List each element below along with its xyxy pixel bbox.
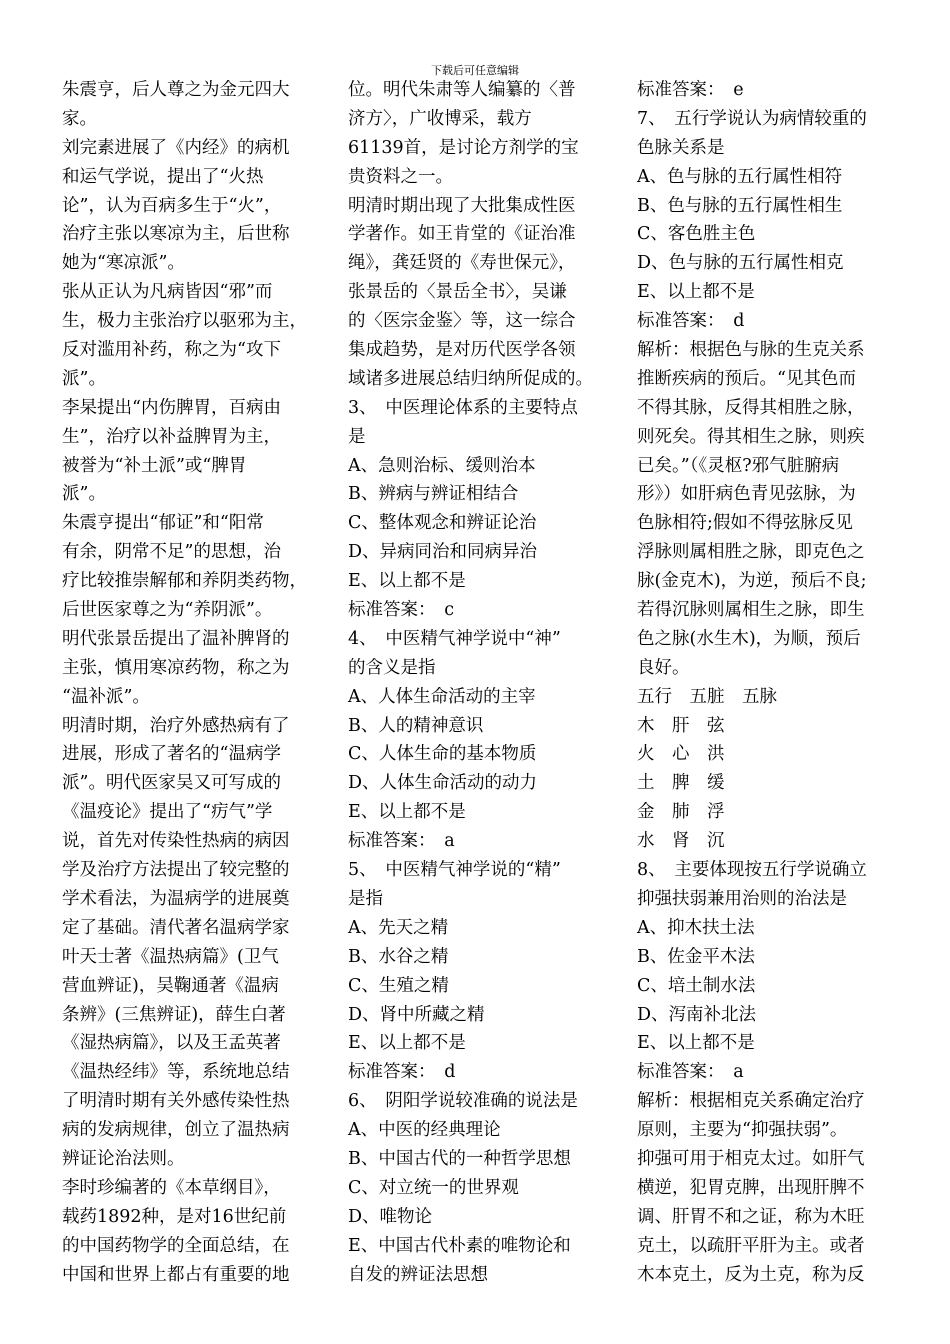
text-line: 《温热经纬》等，系统地总结	[62, 1062, 290, 1083]
text-line: 标准答案： e	[637, 80, 744, 100]
text-line: 主张，慎用寒凉药物，称之为	[62, 657, 290, 678]
text-line: 克土，以疏肝平肝为主。或者	[637, 1235, 865, 1256]
text-line: 标准答案： d	[348, 1062, 456, 1083]
text-line: E、以上都不是	[348, 802, 466, 823]
text-line: “温补派”。	[62, 686, 150, 707]
text-line: 派”。	[62, 368, 106, 389]
text-line: 济方〉，广收博采，载方	[348, 108, 532, 129]
text-column-3	[637, 76, 899, 1289]
text-line: 抑强可用于相克太过。如肝气	[637, 1148, 865, 1169]
text-line: D、唯物论	[348, 1206, 433, 1227]
text-line: B、色与脉的五行属性相生	[637, 195, 843, 216]
text-line: 生”，治疗以补益脾胃为主，	[62, 426, 281, 447]
text-line: 则死矣。得其相生之脉，则疾	[637, 426, 865, 447]
text-line: 她为“寒凉派”。	[62, 253, 185, 274]
text-line: C、整体观念和辨证论治	[348, 513, 537, 534]
text-column-1	[62, 76, 312, 1289]
text-line: 有余，阴常不足”的思想，治	[62, 542, 281, 563]
text-line: 学及治疗方法提出了较完整的	[62, 860, 290, 881]
text-line: E、以上都不是	[348, 1033, 466, 1054]
text-line: E、以上都不是	[637, 1033, 755, 1054]
text-line: 位。明代朱肃等人编纂的〈普	[348, 80, 576, 100]
text-line: 8、 主要体现按五行学说确立	[637, 860, 867, 881]
text-line: 木 肝 弦	[637, 715, 725, 736]
text-line: 6、 阴阳学说较准确的说法是	[348, 1091, 578, 1112]
text-line: 五行 五脏 五脉	[637, 686, 777, 707]
text-line: 刘完素进展了《内经》的病机	[62, 137, 290, 158]
text-line: 推断疾病的预后。“见其色而	[637, 368, 856, 389]
page-header: 下载后可任意编辑	[431, 64, 519, 77]
text-line: B、水谷之精	[348, 946, 449, 967]
text-line: 派”。明代医家吴又可写成的	[62, 773, 281, 794]
text-line: 不得其脉，反得其相胜之脉，	[637, 397, 865, 418]
text-line: 形》）如肝病色青见弦脉，为	[637, 484, 856, 505]
text-line: 载药1892种，是对16世纪前	[62, 1206, 287, 1227]
text-line: 说，首先对传染性热病的病因	[62, 831, 290, 852]
text-line: 和运气学说，提出了“火热	[62, 166, 264, 187]
text-line: 中国和世界上都占有重要的地	[62, 1264, 290, 1285]
text-line: 4、 中医精气神学说中“神”	[348, 628, 561, 649]
text-line: 域诸多进展总结归纳所促成的。	[348, 368, 593, 389]
text-line: 火 心 洪	[637, 744, 725, 765]
text-line: 是指	[348, 888, 383, 909]
text-line: C、生殖之精	[348, 975, 449, 996]
text-line: E、以上都不是	[637, 282, 755, 303]
text-line: 脉(金克木)，为逆，预后不良;	[637, 571, 867, 592]
text-line: 7、 五行学说认为病情较重的	[637, 108, 867, 129]
text-line: 疗比较推崇解郁和养阴类药物，	[62, 571, 307, 592]
text-line: 营血辨证)，吴鞠通著《温病	[62, 975, 279, 996]
text-line: 标准答案： c	[348, 600, 455, 621]
text-line: 朱震亨提出“郁证”和“阳常	[62, 513, 264, 534]
text-line: B、中国古代的一种哲学思想	[348, 1148, 571, 1169]
text-line: 的含义是指	[348, 657, 436, 678]
text-line: 学著作。如王肯堂的《证治准	[348, 224, 576, 245]
text-line: 明代张景岳提出了温补脾肾的	[62, 628, 290, 649]
text-line: 木本克土，反为土克，称为反	[637, 1264, 865, 1285]
text-line: 水 肾 沉	[637, 831, 725, 852]
text-line: D、泻南补北法	[637, 1004, 757, 1025]
text-line: 解析：根据色与脉的生克关系	[637, 340, 865, 361]
text-line: 色脉关系是	[637, 137, 725, 158]
text-line: 绳》，龚廷贤的《寿世保元》，	[348, 253, 576, 274]
text-line: 61139首，是讨论方剂学的宝	[348, 137, 579, 158]
text-line: 标准答案： a	[637, 1062, 744, 1083]
text-line: 色脉相符;假如不得弦脉反见	[637, 513, 853, 534]
text-line: 自发的辨证法思想	[348, 1264, 488, 1285]
text-line: C、对立统一的世界观	[348, 1177, 519, 1198]
text-line: 解析：根据相克关系确定治疗	[637, 1091, 865, 1112]
text-line: D、肾中所藏之精	[348, 1004, 485, 1025]
text-line: 家。	[62, 108, 97, 129]
text-line: 《湿热病篇》，以及王孟英著	[62, 1033, 281, 1054]
text-column-2	[348, 76, 610, 1289]
text-line: 论”，认为百病多生于“火”，	[62, 195, 282, 216]
text-line: C、人体生命的基本物质	[348, 744, 537, 765]
text-line: D、异病同治和同病异治	[348, 542, 538, 563]
text-line: 生，极力主张治疗以驱邪为主，	[62, 311, 307, 332]
text-line: 集成趋势，是对历代医学各领	[348, 340, 576, 361]
text-line: 5、 中医精气神学说的“精”	[348, 860, 561, 881]
text-line: A、人体生命活动的主宰	[348, 686, 536, 707]
text-line: 已矣。”（《灵枢?邪气脏腑病	[637, 455, 840, 476]
text-line: 色之脉(水生木)，为顺，预后	[637, 628, 861, 649]
text-line: 调、肝胃不和之证，称为木旺	[637, 1206, 865, 1227]
text-line: A、抑木扶土法	[637, 917, 755, 938]
text-line: B、佐金平木法	[637, 946, 755, 967]
text-line: 是	[348, 426, 366, 447]
text-line: 良好。	[637, 657, 690, 678]
text-line: 抑强扶弱兼用治则的治法是	[637, 888, 847, 909]
text-line: 叶天士著《温热病篇》(卫气	[62, 946, 279, 967]
text-line: 反对滥用补药，称之为“攻下	[62, 340, 281, 361]
text-line: 朱震亨，后人尊之为金元四大	[62, 80, 290, 100]
text-line: 李杲提出“内伤脾胃，百病由	[62, 397, 281, 418]
text-line: B、人的精神意识	[348, 715, 484, 736]
text-line: 张从正认为凡病皆因“邪”而	[62, 282, 273, 303]
text-line: 了明清时期有关外感传染性热	[62, 1091, 290, 1112]
text-line: A、色与脉的五行属性相符	[637, 166, 843, 187]
text-line: 标准答案： a	[348, 831, 455, 852]
text-line: 金 肺 浮	[637, 802, 725, 823]
text-line: 学术看法，为温病学的进展奠	[62, 888, 290, 909]
text-line: E、以上都不是	[348, 571, 466, 592]
text-line: A、急则治标、缓则治本	[348, 455, 536, 476]
text-line: 定了基础。清代著名温病学家	[62, 917, 290, 938]
text-line: 治疗主张以寒凉为主，后世称	[62, 224, 290, 245]
text-line: A、先天之精	[348, 917, 449, 938]
text-line: 被誉为“补土派”或“脾胃	[62, 455, 247, 476]
text-line: 进展，形成了著名的“温病学	[62, 744, 281, 765]
text-line: 的中国药物学的全面总结，在	[62, 1235, 290, 1256]
text-line: 土 脾 缓	[637, 773, 725, 794]
text-line: 标准答案： d	[637, 311, 745, 332]
text-line: 横逆，犯胃克脾，出现肝脾不	[637, 1177, 865, 1198]
text-line: D、人体生命活动的动力	[348, 773, 538, 794]
text-line: 3、 中医理论体系的主要特点	[348, 397, 578, 418]
text-line: 条辨》(三焦辨证)，薛生白著	[62, 1004, 286, 1025]
text-line: 明清时期，治疗外感热病有了	[62, 715, 290, 736]
text-line: 辨证论治法则。	[62, 1148, 185, 1169]
text-line: 张景岳的〈景岳全书〉，吴谦	[348, 282, 567, 303]
text-line: 明清时期出现了大批集成性医	[348, 195, 576, 216]
text-line: 若得沉脉则属相生之脉，即生	[637, 600, 865, 621]
text-line: 《温疫论》提出了“疠气”学	[62, 802, 273, 823]
text-line: 病的发病规律，创立了温热病	[62, 1120, 290, 1141]
text-line: E、中国古代朴素的唯物论和	[348, 1235, 571, 1256]
text-line: 的〈医宗金鉴〉等，这一综合	[348, 311, 576, 332]
text-line: 派”。	[62, 484, 106, 505]
text-line: C、客色胜主色	[637, 224, 756, 245]
text-line: 后世医家尊之为“养阴派”。	[62, 600, 273, 621]
text-line: 浮脉则属相胜之脉，即克色之	[637, 542, 865, 563]
text-line: D、色与脉的五行属性相克	[637, 253, 844, 274]
text-line: 贵资料之一。	[348, 166, 453, 187]
text-line: C、培土制水法	[637, 975, 756, 996]
text-line: 原则，主要为“抑强扶弱”。	[637, 1120, 848, 1141]
text-line: B、辨病与辨证相结合	[348, 484, 519, 505]
text-line: 李时珍编著的《本草纲目》，	[62, 1177, 281, 1198]
text-line: A、中医的经典理论	[348, 1120, 501, 1141]
